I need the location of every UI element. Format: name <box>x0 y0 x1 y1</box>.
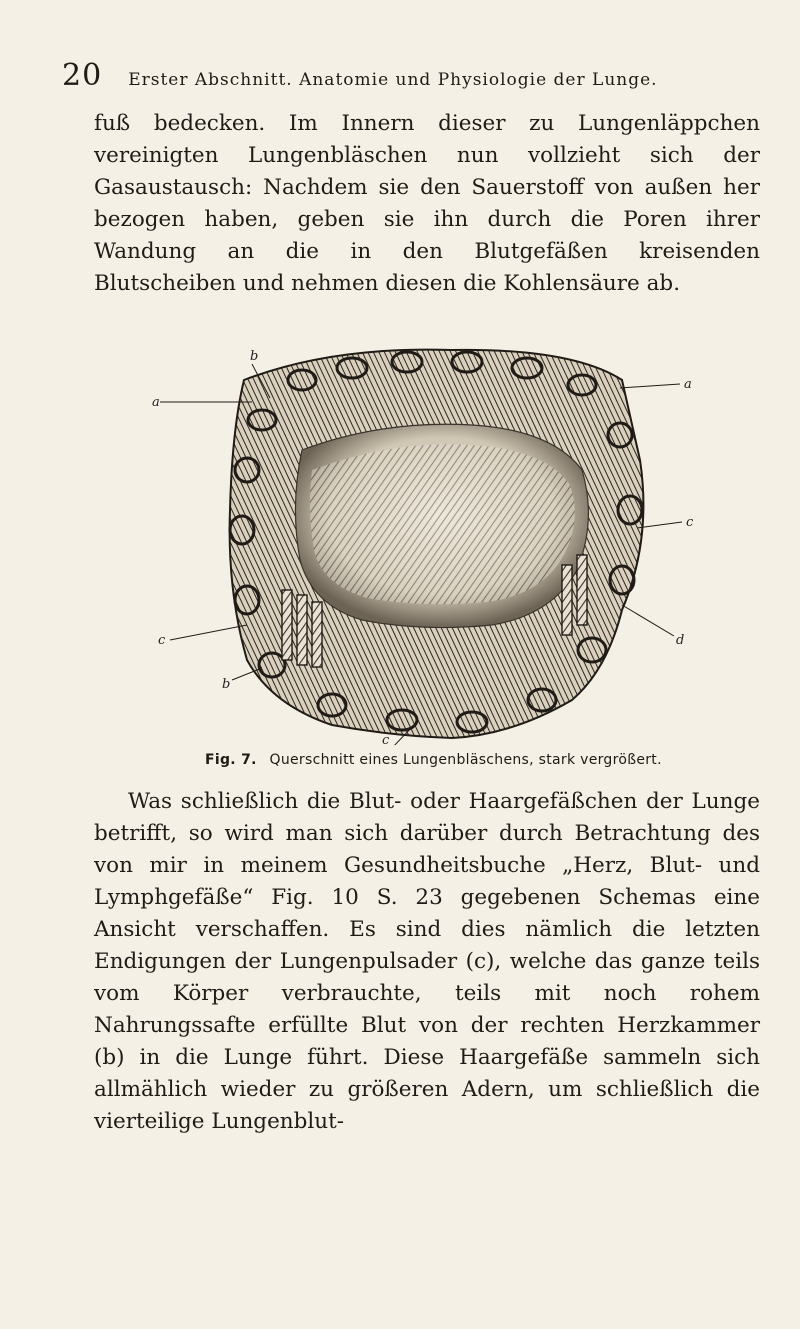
label-a-left: a <box>152 395 160 410</box>
paragraph-2: Was schließlich die Blut- oder Haargefäßchen der Lunge betrifft, so wird man sich darüber durch Betrachtung des von mir in meinem Gesundheitsbuche „Herz, Blut- und Lymphgefäße“ Fig. 10 S. 23 gegebenen Schemas eine Ansicht verschaffen. Es sind dies nämlich die letzten Endigungen der Lungenpulsader (c), welche das ganze teils vom Körper verbrauchte, teils mit noch rohem Nahrungssafte erfüllte Blut von der rechten Herzkammer (b) in die Lunge führt. Diese Haargefäße sammeln sich allmählich wieder zu größeren Adern, um schließlich die vierteilige Lungenblut- <box>94 789 760 1134</box>
figure-caption <box>205 752 745 768</box>
paragraph-1: fuß bedecken. Im Innern dieser zu Lungenläppchen vereinigten Lungenbläschen nun vollzieht sich der Gasaustausch: Nachdem sie den Sauerstoff von außen her bezogen haben, geben sie ihn durch die Poren ihrer Wandung an die in den Blutgefäßen kreisenden Blutscheiben und nehmen diesen die Kohlensäure ab. <box>94 111 760 296</box>
figure-lung-alveolus <box>152 340 712 745</box>
label-c-left: c <box>158 633 166 648</box>
label-b-top: b <box>250 349 259 364</box>
label-d-right: d <box>676 633 685 648</box>
page-number: 20 <box>62 58 103 93</box>
label-b-bottom: b <box>222 677 231 692</box>
page-header <box>62 58 762 94</box>
label-a-right: a <box>684 377 692 392</box>
label-c-right: c <box>686 515 694 530</box>
label-c-bottom: c <box>382 733 390 745</box>
running-head: Erster Abschnitt. Anatomie und Physiologie der Lunge. <box>128 70 658 90</box>
alveolus-illustration <box>152 340 712 745</box>
figure-number: Fig. 7. <box>205 752 257 768</box>
figure-caption-text: Querschnitt eines Lungenbläschens, stark vergrößert. <box>269 752 662 768</box>
